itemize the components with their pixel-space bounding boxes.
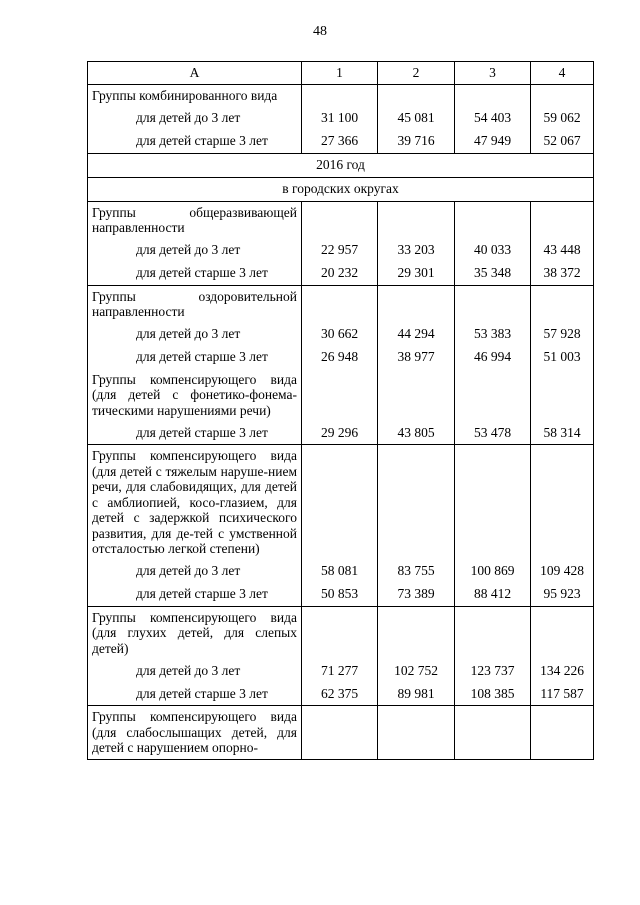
empty-cell: [302, 201, 378, 239]
group-row: [88, 606, 594, 659]
empty-cell: [378, 445, 455, 560]
value-cell: 102 752: [378, 659, 455, 682]
empty-cell: [378, 706, 455, 760]
page-number: 48: [313, 24, 327, 39]
value-cell: 71 277: [302, 659, 378, 682]
group-row: [88, 706, 594, 760]
group-row: [88, 201, 594, 239]
value-cell: 31 100: [302, 107, 378, 130]
row-label: для детей до 3 лет: [88, 323, 302, 346]
header-cell: А: [88, 62, 302, 85]
empty-cell: [455, 85, 531, 107]
group-row: [88, 85, 594, 107]
value-cell: 26 948: [302, 346, 378, 369]
empty-cell: [302, 445, 378, 560]
value-cell: 30 662: [302, 323, 378, 346]
value-cell: 53 478: [455, 421, 531, 445]
value-cell: 59 062: [531, 107, 594, 130]
value-cell: 52 067: [531, 130, 594, 154]
row-label: для детей старше 3 лет: [88, 583, 302, 607]
table-row: [88, 659, 594, 682]
group-label: Группы общеразвивающей направленности: [88, 201, 302, 239]
empty-cell: [302, 706, 378, 760]
group-label: Группы компенсирующего вида (для слабослышащих детей, для детей с нарушением опорно-: [88, 706, 302, 760]
table-row: [88, 682, 594, 706]
empty-cell: [531, 369, 594, 422]
header-cell: 4: [531, 62, 594, 85]
value-cell: 27 366: [302, 130, 378, 154]
value-cell: 43 805: [378, 421, 455, 445]
row-label: для детей старше 3 лет: [88, 130, 302, 154]
section-title: 2016 год: [88, 153, 594, 177]
table-row: [88, 239, 594, 262]
value-cell: 57 928: [531, 323, 594, 346]
group-label: Группы компенсирующего вида (для детей с фонетико-фонема-тическими нарушениями речи): [88, 369, 302, 422]
empty-cell: [302, 369, 378, 422]
group-row: [88, 445, 594, 560]
value-cell: 47 949: [455, 130, 531, 154]
value-cell: 89 981: [378, 682, 455, 706]
value-cell: 58 081: [302, 560, 378, 583]
empty-cell: [455, 706, 531, 760]
empty-cell: [531, 285, 594, 323]
empty-cell: [531, 201, 594, 239]
table-row: [88, 346, 594, 369]
group-label: Группы оздоровительной направленности: [88, 285, 302, 323]
group-row: [88, 369, 594, 422]
table-body: [88, 85, 594, 760]
table-row: [88, 130, 594, 154]
header-cell: 3: [455, 62, 531, 85]
cost-table: [87, 61, 594, 760]
row-label: для детей старше 3 лет: [88, 682, 302, 706]
row-label: для детей старше 3 лет: [88, 262, 302, 286]
row-label: для детей до 3 лет: [88, 239, 302, 262]
empty-cell: [531, 706, 594, 760]
table-row: [88, 107, 594, 130]
value-cell: 83 755: [378, 560, 455, 583]
value-cell: 33 203: [378, 239, 455, 262]
value-cell: 43 448: [531, 239, 594, 262]
header-cell: 2: [378, 62, 455, 85]
value-cell: 29 301: [378, 262, 455, 286]
empty-cell: [302, 606, 378, 659]
value-cell: 35 348: [455, 262, 531, 286]
group-row: [88, 285, 594, 323]
table-row: [88, 323, 594, 346]
value-cell: 29 296: [302, 421, 378, 445]
value-cell: 54 403: [455, 107, 531, 130]
row-label: для детей до 3 лет: [88, 107, 302, 130]
empty-cell: [378, 85, 455, 107]
empty-cell: [302, 85, 378, 107]
value-cell: 45 081: [378, 107, 455, 130]
value-cell: 38 977: [378, 346, 455, 369]
header-cell: 1: [302, 62, 378, 85]
empty-cell: [455, 445, 531, 560]
row-label: для детей до 3 лет: [88, 659, 302, 682]
value-cell: 44 294: [378, 323, 455, 346]
table-row: [88, 421, 594, 445]
value-cell: 100 869: [455, 560, 531, 583]
table-row: [88, 583, 594, 607]
group-label: Группы комбинированного вида: [88, 85, 302, 107]
value-cell: 50 853: [302, 583, 378, 607]
value-cell: 108 385: [455, 682, 531, 706]
empty-cell: [378, 606, 455, 659]
section-row: [88, 153, 594, 177]
group-label: Группы компенсирующего вида (для глухих детей, для слепых детей): [88, 606, 302, 659]
value-cell: 51 003: [531, 346, 594, 369]
empty-cell: [302, 285, 378, 323]
empty-cell: [378, 369, 455, 422]
row-label: для детей старше 3 лет: [88, 421, 302, 445]
value-cell: 40 033: [455, 239, 531, 262]
empty-cell: [455, 606, 531, 659]
empty-cell: [378, 285, 455, 323]
value-cell: 53 383: [455, 323, 531, 346]
empty-cell: [455, 285, 531, 323]
value-cell: 46 994: [455, 346, 531, 369]
value-cell: 62 375: [302, 682, 378, 706]
table-row: [88, 560, 594, 583]
value-cell: 73 389: [378, 583, 455, 607]
empty-cell: [455, 201, 531, 239]
value-cell: 38 372: [531, 262, 594, 286]
header-row: [88, 62, 594, 85]
empty-cell: [531, 606, 594, 659]
value-cell: 58 314: [531, 421, 594, 445]
value-cell: 123 737: [455, 659, 531, 682]
empty-cell: [378, 201, 455, 239]
value-cell: 20 232: [302, 262, 378, 286]
row-label: для детей до 3 лет: [88, 560, 302, 583]
value-cell: 88 412: [455, 583, 531, 607]
value-cell: 22 957: [302, 239, 378, 262]
section-title: в городских округах: [88, 177, 594, 201]
empty-cell: [531, 85, 594, 107]
table-row: [88, 262, 594, 286]
value-cell: 95 923: [531, 583, 594, 607]
value-cell: 109 428: [531, 560, 594, 583]
value-cell: 39 716: [378, 130, 455, 154]
value-cell: 117 587: [531, 682, 594, 706]
empty-cell: [531, 445, 594, 560]
section-row: [88, 177, 594, 201]
group-label: Группы компенсирующего вида (для детей с тяжелым наруше-нием речи, для слабовидящих, для детей с амблиопией, косо-глазием, для детей с задержкой психического развития, для де-тей с умственной отсталостью легкой степени): [88, 445, 302, 560]
empty-cell: [455, 369, 531, 422]
value-cell: 134 226: [531, 659, 594, 682]
row-label: для детей старше 3 лет: [88, 346, 302, 369]
